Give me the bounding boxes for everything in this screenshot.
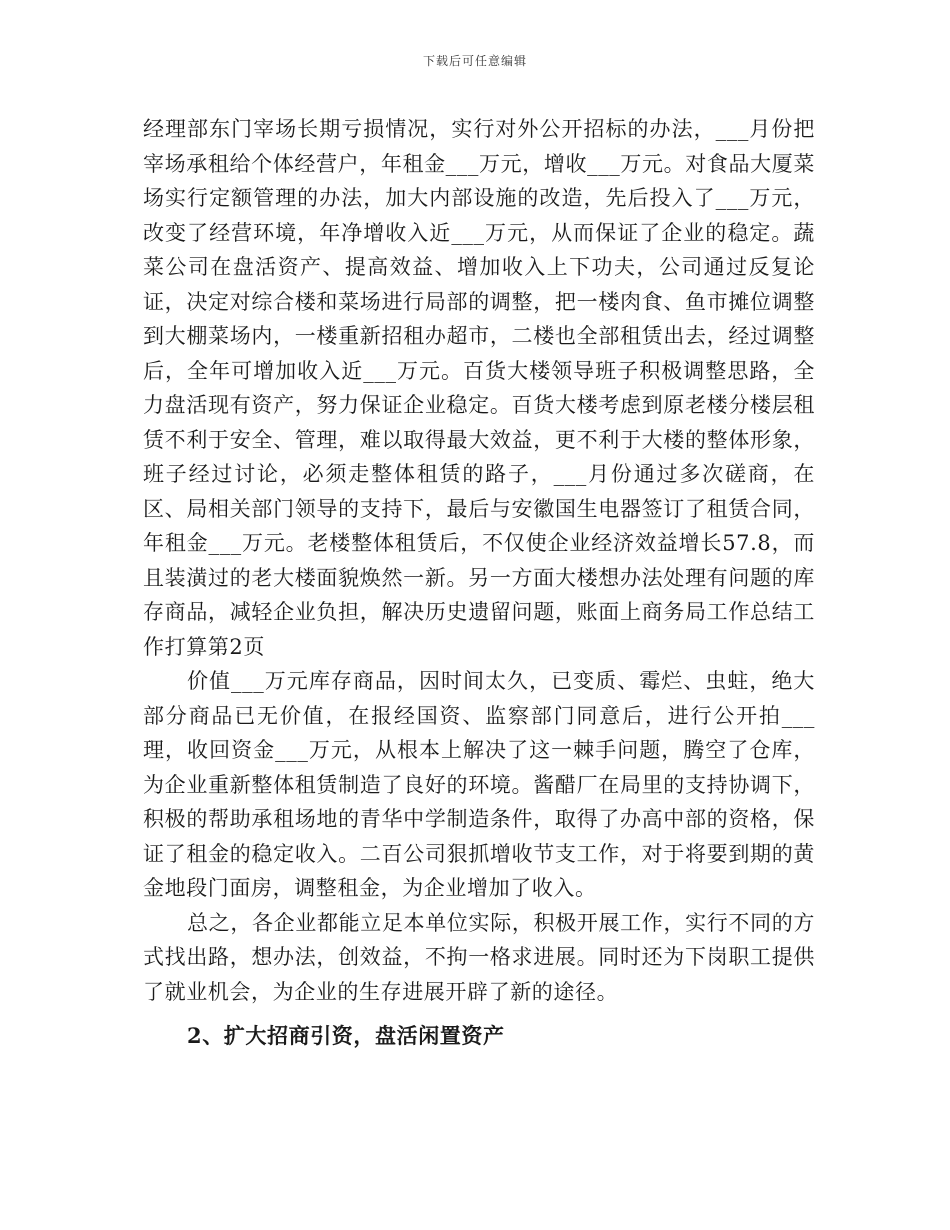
paragraph-1: 经理部东门宰场长期亏损情况，实行对外公开招标的办法，___月份把宰场承租给个体经营户，年租金___万元，增收___万元。对食品大厦菜场实行定额管理的办法，加大内部设施的改造，先后投入了___万元，改变了经营环境，年净增收入近___万元，从而保证了企业的稳定。蔬菜公司在盘活资产、提高效益、增加收入上下功夫，公司通过反复论证，决定对综合楼和菜场进行局部的调整，把一楼肉食、鱼市摊位调整到大棚菜场内，一楼重新招租办超市，二楼也全部租赁出去，经过调整后，全年可增加收入近___万元。百货大楼领导班子积极调整思路，全力盘活现有资产，努力保证企业稳定。百货大楼考虑到原老楼分楼层租赁不利于安全、管理，难以取得最大效益，更不利于大楼的整体形象，班子经过讨论，必须走整体租赁的路子，___月份通过多次磋商，在区、局相关部门领导的支持下，最后与安徽国生电器签订了租赁合同，年租金___万元。老楼整体租赁后，不仅使企业经济效益增长57.8，而且装潢过的老大楼面貌焕然一新。另一方面大楼想办法处理有问题的库存商品，减轻企业负担，解决历史遗留问题，账面上商务局工作总结工作打算第2页	[143, 117, 815, 659]
paragraph-2: 价值___万元库存商品，因时间太久，已变质、霉烂、虫蛀，绝大部分商品已无价值，在报经国资、监察部门同意后，进行公开拍___理，收回资金___万元，从根本上解决了这一棘手问题，腾空了仓库，为企业重新整体租赁制造了良好的环境。酱醋厂在局里的支持协调下，积极的帮助承租场地的青华中学制造条件，取得了办高中部的资格，保证了租金的稳定收入。二百公司狠抓增收节支工作，对于将要到期的黄金地段门面房，调整租金，为企业增加了收入。	[143, 669, 815, 900]
page-header: 下载后可任意编辑	[422, 54, 527, 68]
document-body	[143, 112, 815, 1054]
paragraph-3: 总之，各企业都能立足本单位实际，积极开展工作，实行不同的方式找出路，想办法，创效益，不拘一格求进展。同时还为下岗职工提供了就业机会，为企业的生存进展开辟了新的途径。	[143, 910, 815, 1004]
section-heading: 2、扩大招商引资，盘活闲置资产	[187, 1023, 505, 1048]
